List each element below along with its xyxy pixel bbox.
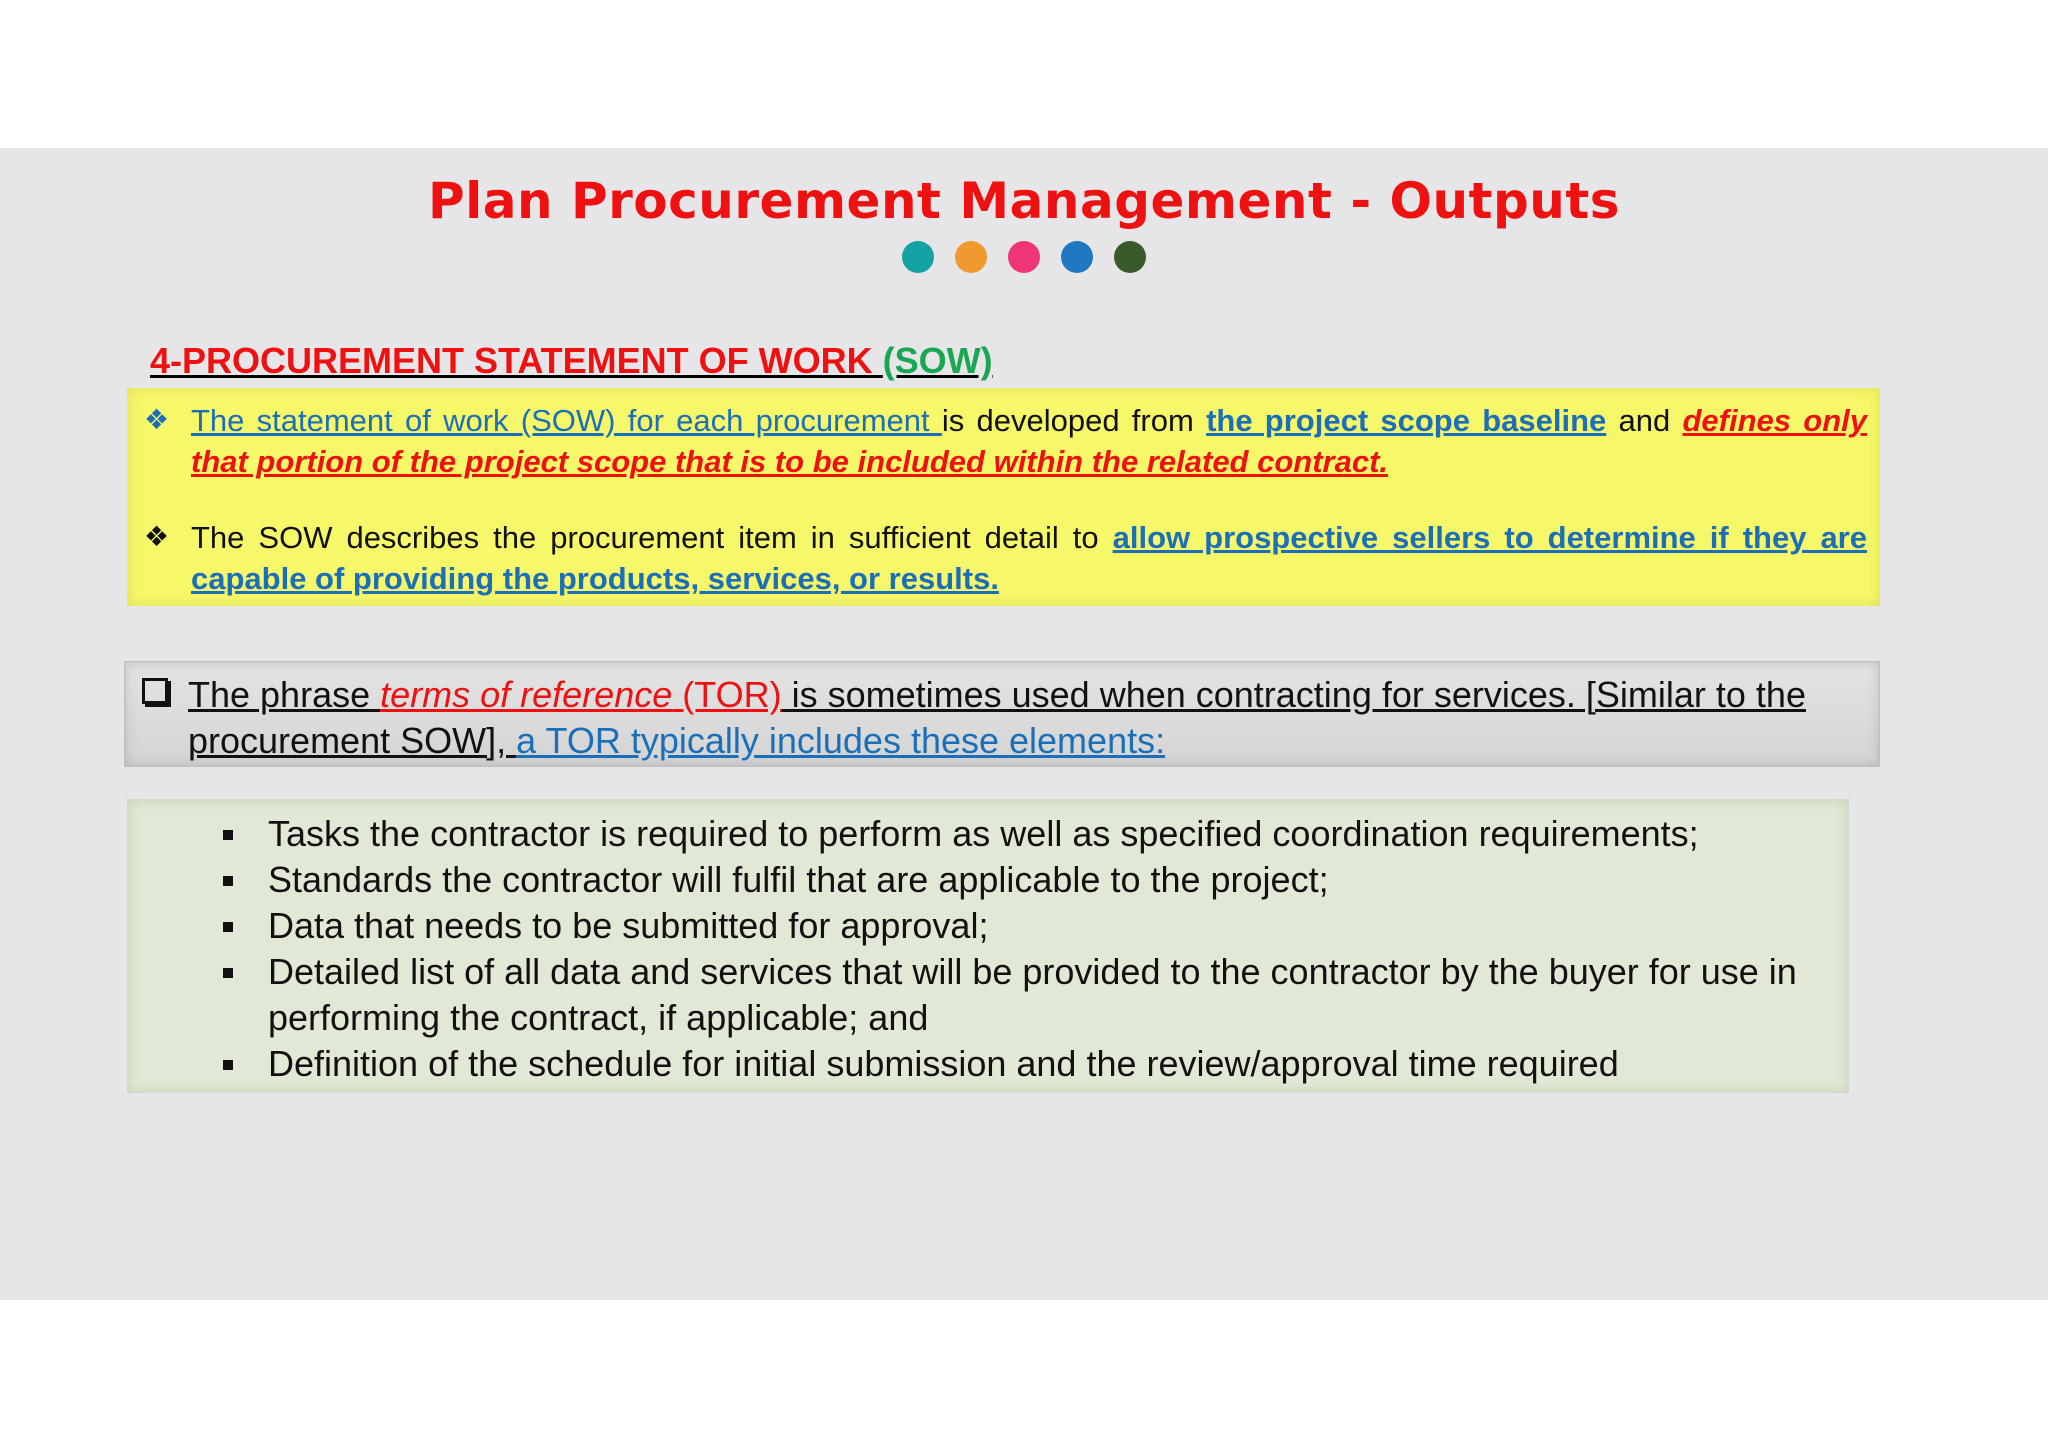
sow-bullet-1-baseline: the project scope baseline	[1206, 403, 1607, 438]
tor-text-2: is sometimes used when contracting for services. [Similar to the procurement SOW],	[188, 674, 1806, 761]
dot-blue	[1061, 241, 1093, 273]
sow-box	[127, 388, 1880, 606]
elements-list	[220, 811, 1820, 1087]
list-item: Detailed list of all data and services that will be provided to the contractor by the buyer for use in performing the contract, if applicable; and	[220, 949, 1820, 1041]
sow-bullet-1-link-text: The statement of work (SOW) for each procurement	[191, 403, 942, 438]
dot-dark-green	[1114, 241, 1146, 273]
tor-acronym: (TOR)	[672, 674, 782, 715]
list-item: Data that needs to be submitted for approval;	[220, 903, 1820, 949]
decorative-dots	[902, 241, 1146, 273]
checkbox-bullet-icon	[142, 678, 168, 704]
list-item: Standards the contractor will fulfil that are applicable to the project;	[220, 857, 1820, 903]
dot-orange	[955, 241, 987, 273]
sow-bullet-1-emphasis: defines only that portion of the project scope that is to be included within the related contract.	[191, 403, 1867, 479]
slide-title: Plan Procurement Management - Outputs	[427, 172, 1621, 230]
slide	[0, 148, 2048, 1300]
list-item: Definition of the schedule for initial submission and the review/approval time required	[220, 1041, 1820, 1087]
sow-bullet-1-text: is developed from	[941, 403, 1207, 438]
diamond-bullet-icon: ❖	[144, 520, 170, 553]
tor-term: terms of reference	[380, 674, 673, 715]
sow-bullet-2	[191, 517, 1867, 599]
sow-bullet-1	[191, 400, 1867, 482]
tor-paragraph	[188, 672, 1858, 764]
section-heading-accent: (SOW)	[882, 340, 993, 381]
diamond-bullet-icon: ❖	[144, 403, 170, 436]
sow-bullet-2-emphasis: allow prospective sellers to determine if they are capable of providing the products, services, or results.	[191, 520, 1867, 596]
sow-bullet-1-and: and	[1606, 403, 1683, 438]
section-heading	[150, 340, 993, 382]
sow-bullet-2-text: The SOW describes the procurement item in sufficient detail to	[191, 520, 1113, 555]
list-item: Tasks the contractor is required to perform as well as specified coordination requirements;	[220, 811, 1820, 857]
tor-text-1: The phrase	[188, 674, 381, 715]
section-heading-main: 4-PROCUREMENT STATEMENT OF WORK	[150, 340, 883, 381]
dot-pink	[1008, 241, 1040, 273]
tor-text-3: a TOR typically includes these elements:	[516, 720, 1166, 761]
dot-teal	[902, 241, 934, 273]
